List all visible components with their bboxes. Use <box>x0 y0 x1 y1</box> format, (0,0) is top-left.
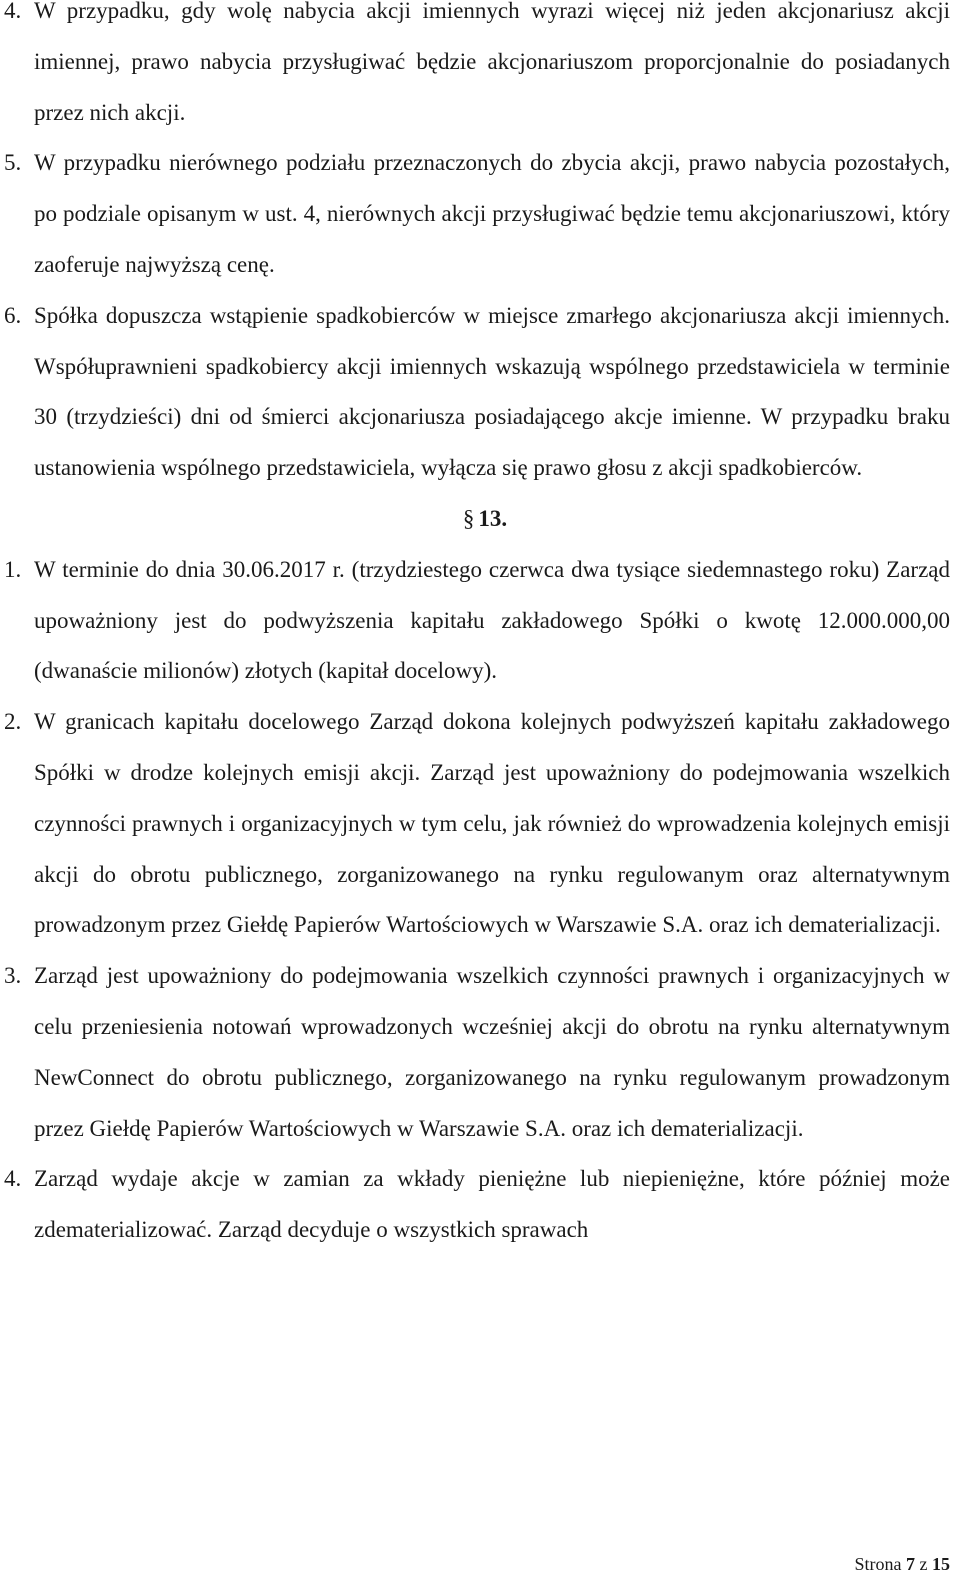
item-number: 6. <box>4 302 22 328</box>
section-heading <box>0 494 960 545</box>
item-text: Spółka dopuszcza wstąpienie spadkobierców w miejsce zmarłego akcjonariusza akcji imiennych. Współuprawnieni spadkobiercy akcji imiennych wskazują wspólnego przedstawiciela w terminie 30 (trzydzieści) dni od śmierci akcjonariusza posiadającego akcje imienne. W przypadku braku ustanowienia wspólnego przedstawiciela, wyłącza się prawo głosu z akcji spadkobierców. <box>34 302 950 481</box>
current-page: 7 <box>906 1554 915 1574</box>
list-item-2 <box>0 697 960 951</box>
section-number: 13. <box>478 505 508 531</box>
item-text: W granicach kapitału docelowego Zarząd dokona kolejnych podwyższeń kapitału zakładowego Spółki w drodze kolejnych emisji akcji. Zarząd jest upoważniony do podejmowania wszelkich czynności prawnych i organizacyjnych w tym celu, jak również do wprowadzenia kolejnych emisji akcji do obrotu publicznego, zorganizowanego na rynku regulowanym oraz alternatywnym prowadzonym przez Giełdę Papierów Wartościowych w Warszawie S.A. oraz ich dematerializacji. <box>34 709 950 938</box>
list-item-5 <box>0 138 960 290</box>
item-text: Zarząd wydaje akcje w zamian za wkłady pieniężne lub niepieniężne, które później może zdematerializować. Zarząd decyduje o wszystkich sprawach <box>34 1166 950 1243</box>
list-item-1 <box>0 545 960 697</box>
total-pages: 15 <box>932 1554 950 1574</box>
section-symbol: § <box>462 505 475 531</box>
list-item-4b <box>0 1154 960 1256</box>
page-label: Strona <box>854 1554 902 1574</box>
item-number: 4. <box>4 0 22 23</box>
item-text: Zarząd jest upoważniony do podejmowania wszelkich czynności prawnych i organizacyjnych w celu przeniesienia notowań wprowadzonych wcześniej akcji do obrotu na rynku alternatywnym NewConnect do obrotu publicznego, zorganizowanego na rynku regulowanym prowadzonym przez Giełdę Papierów Wartościowych w Warszawie S.A. oraz ich dematerializacji. <box>34 963 950 1141</box>
item-number: 1. <box>4 556 22 582</box>
item-number: 3. <box>4 963 22 989</box>
item-text: W terminie do dnia 30.06.2017 r. (trzydziestego czerwca dwa tysiące siedemnastego roku) Zarząd upoważniony jest do podwyższenia kapitału zakładowego Spółki o kwotę 12.000.000,00 (dwanaście milionów) złotych (kapitał docelowy). <box>34 556 950 684</box>
page-separator: z <box>919 1554 928 1574</box>
list-item-3 <box>0 951 960 1154</box>
item-text: W przypadku, gdy wolę nabycia akcji imiennych wyrazi więcej niż jeden akcjonariusz akcji imiennej, prawo nabycia przysługiwać będzie akcjonariuszom proporcjonalnie do posiadanych przez nich akcji. <box>34 0 950 125</box>
list-item-4 <box>0 0 960 138</box>
item-text: W przypadku nierównego podziału przeznaczonych do zbycia akcji, prawo nabycia pozostałych, po podziale opisanym w ust. 4, nierównych akcji przysługiwać będzie temu akcjonariuszowi, który zaoferuje najwyższą cenę. <box>34 150 950 277</box>
item-number: 4. <box>4 1166 22 1192</box>
item-number: 5. <box>4 150 22 176</box>
page-footer <box>855 1554 951 1575</box>
list-item-6 <box>0 291 960 494</box>
item-number: 2. <box>4 709 22 735</box>
